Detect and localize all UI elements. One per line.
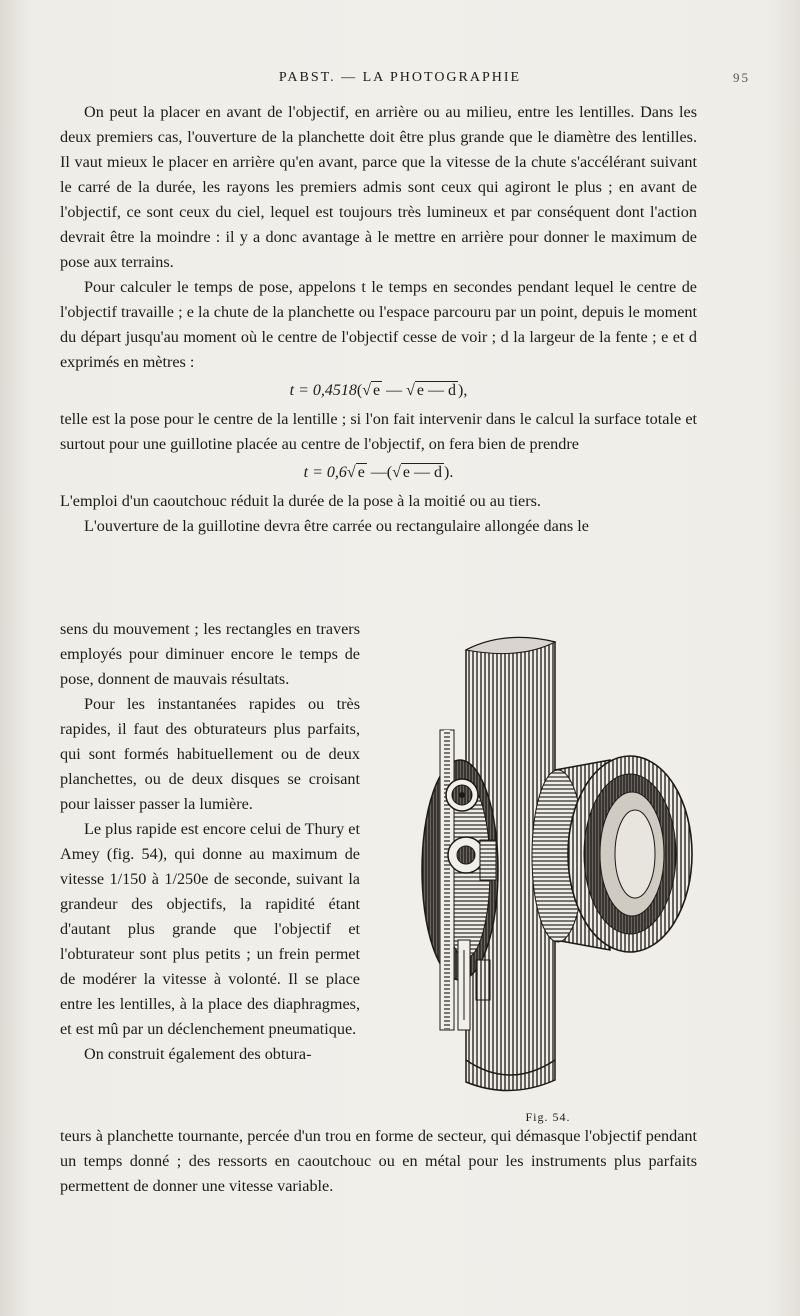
equation-1-radicand-a: e (373, 382, 381, 399)
main-text-block (60, 100, 697, 539)
equation-1: t = 0,4518(√ e — √ e — d ), (289, 382, 468, 399)
paragraph-1: On peut la placer en avant de l'objectif, en arrière ou au milieu, entre les lentilles. Dans les deux premiers cas, l'ouverture de la planchette doit être plus grande que le diamètre des lentilles. Il vaut mieux le placer en arrière qu'en avant, parce que la vitesse de la chute s'accélérant suivant le carré de la durée, les rayons les premiers admis sont ceux qui agiront le plus ; en avant de l'objectif, ce sont ceux du ciel, lequel est toujours très lumineux et par conséquent dont l'action devrait être la moindre : il y a donc avantage à le mettre en arrière pour donner le maximum de pose aux terrains. (60, 103, 697, 271)
equation-2: t = 0,6√ e —(√ e — d ). (303, 464, 454, 481)
running-title: PABST. — LA PHOTOGRAPHIE (278, 70, 522, 85)
equation-2-mid: —( (366, 464, 393, 481)
equation-2-lhs: t = 0,6 (303, 464, 347, 481)
paragraph-2: Pour calculer le temps de pose, appelons t le temps en secondes pendant lequel le centre de l'objectif travaille ; e la chute de la planchette ou l'espace parcouru par un point, depuis le moment du départ jusqu'au moment où le centre de l'objectif cesse de voir ; d la largeur de la fente ; e et d exprimés en mètres : (60, 278, 697, 371)
equation-1-lhs: t = 0,4518 (289, 382, 357, 399)
shutter-illustration (380, 620, 700, 1100)
equation-1-radicand-b: e — d (416, 382, 457, 399)
bottom-text-block (60, 1124, 697, 1199)
figure-caption: Fig. 54. (525, 1110, 571, 1124)
equation-2-end: ). (444, 464, 454, 481)
paragraph-5-start: L'ouverture de la guillotine devra être carrée ou rectangulaire allongée dans le (84, 517, 589, 535)
narrow-text-column (60, 617, 360, 1067)
shutter-engraving (380, 620, 700, 1100)
paragraph-8-start: On construit également des obtura- (84, 1045, 312, 1063)
paragraph-8-cont: teurs à planchette tournante, percée d'un trou en forme de secteur, qui démasque l'objectif pendant un temps donné ; des ressorts en caoutchouc ou en métal pour les instruments plus parfaits permettent de donner une vitesse variable. (60, 1127, 697, 1195)
paragraph-7: Le plus rapide est encore celui de Thury et Amey (fig. 54), qui donne au maximum de vitesse 1/150 à 1/250e de seconde, suivant la grandeur des objectifs, la rapidité étant d'autant plus grande que l'objectif et l'obturateur sont plus petits ; un frein permet de modérer la vitesse à volonté. Il se place entre les lentilles, à la place des diaphragmes, et est mû par un déclenchement pneumatique. (60, 820, 360, 1038)
equation-1-end: ), (458, 382, 468, 399)
paragraph-3: telle est la pose pour le centre de la lentille ; si l'on fait intervenir dans le calcul la surface totale et surtout pour une guillotine placée au centre de l'objectif, on fera bien de prendre (60, 410, 697, 453)
page-number: 95 (733, 70, 750, 85)
equation-2-radicand-a: e (357, 464, 365, 481)
paragraph-6: Pour les instantanées rapides ou très rapides, il faut des obturateurs plus parfaits, qui sont formés habituellement ou de deux planchettes, ou de deux disques se croisant pour laisser passer la lumière. (60, 695, 360, 813)
equation-1-minus: — (382, 382, 407, 399)
paragraph-4: L'emploi d'un caoutchouc réduit la durée de la pose à la moitié ou au tiers. (60, 492, 541, 510)
running-header (60, 70, 750, 92)
equation-2-radicand-b: e — d (402, 464, 443, 481)
paragraph-5-cont: sens du mouvement ; les rectangles en travers employés pour diminuer encore le temps de pose, donnent de mauvais résultats. (60, 620, 360, 688)
